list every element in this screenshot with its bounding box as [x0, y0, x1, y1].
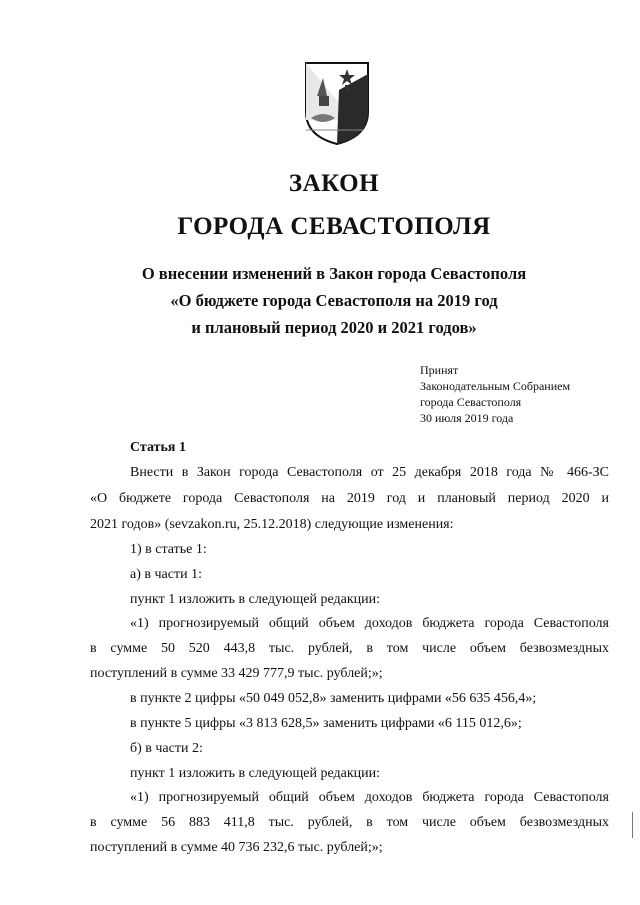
- list-item: а) в части 1:: [130, 567, 202, 582]
- list-item: б) в части 2:: [130, 741, 203, 756]
- accepted-note-line: Принят: [420, 363, 459, 377]
- paragraph-line: поступлений в сумме 40 736 232,6 тыс. рублей;»;: [90, 840, 383, 855]
- paragraph-line: Внести в Закон города Севастополя от 25 декабря 2018 года № 466-ЗС: [130, 465, 609, 480]
- law-subtitle-line: и плановый период 2020 и 2021 годов»: [191, 318, 477, 337]
- paragraph-line: «1) прогнозируемый общий объем доходов бюджета города Севастополя: [130, 616, 609, 631]
- scan-margin-mark: [632, 812, 633, 838]
- law-city-title: ГОРОДА СЕВАСТОПОЛЯ: [177, 213, 491, 240]
- accepted-date: 30 июля 2019 года: [420, 411, 514, 425]
- paragraph-line: в пункте 2 цифры «50 049 052,8» заменить цифрами «56 635 456,4»;: [130, 691, 537, 706]
- sevastopol-coat-of-arms-icon: [303, 60, 371, 146]
- list-item: 1) в статье 1:: [130, 542, 207, 557]
- paragraph-line: «О бюджете города Севастополя на 2019 год и плановый период 2020 и: [90, 491, 609, 506]
- paragraph-line: поступлений в сумме 33 429 777,9 тыс. рублей;»;: [90, 666, 383, 681]
- law-title: ЗАКОН: [288, 170, 380, 197]
- paragraph-line: 2021 годов» (sevzakon.ru, 25.12.2018) следующие изменения:: [90, 517, 454, 532]
- law-subtitle-line: О внесении изменений в Закон города Севастополя: [141, 264, 527, 283]
- paragraph-line: в пункте 5 цифры «3 813 628,5» заменить цифрами «6 115 012,6»;: [130, 716, 522, 731]
- accepted-note-line: Законодательным Собранием: [420, 379, 571, 393]
- accepted-note-line: города Севастополя: [420, 395, 522, 409]
- paragraph-line: в сумме 50 520 443,8 тыс. рублей, в том числе объем безвозмездных: [90, 641, 609, 656]
- paragraph-line: в сумме 56 883 411,8 тыс. рублей, в том числе объем безвозмездных: [90, 815, 609, 830]
- article-heading: Статья 1: [130, 440, 186, 455]
- paragraph-line: пункт 1 изложить в следующей редакции:: [130, 592, 380, 607]
- paragraph-line: пункт 1 изложить в следующей редакции:: [130, 766, 380, 781]
- law-subtitle-line: «О бюджете города Севастополя на 2019 год: [170, 291, 498, 310]
- paragraph-line: «1) прогнозируемый общий объем доходов бюджета города Севастополя: [130, 790, 609, 805]
